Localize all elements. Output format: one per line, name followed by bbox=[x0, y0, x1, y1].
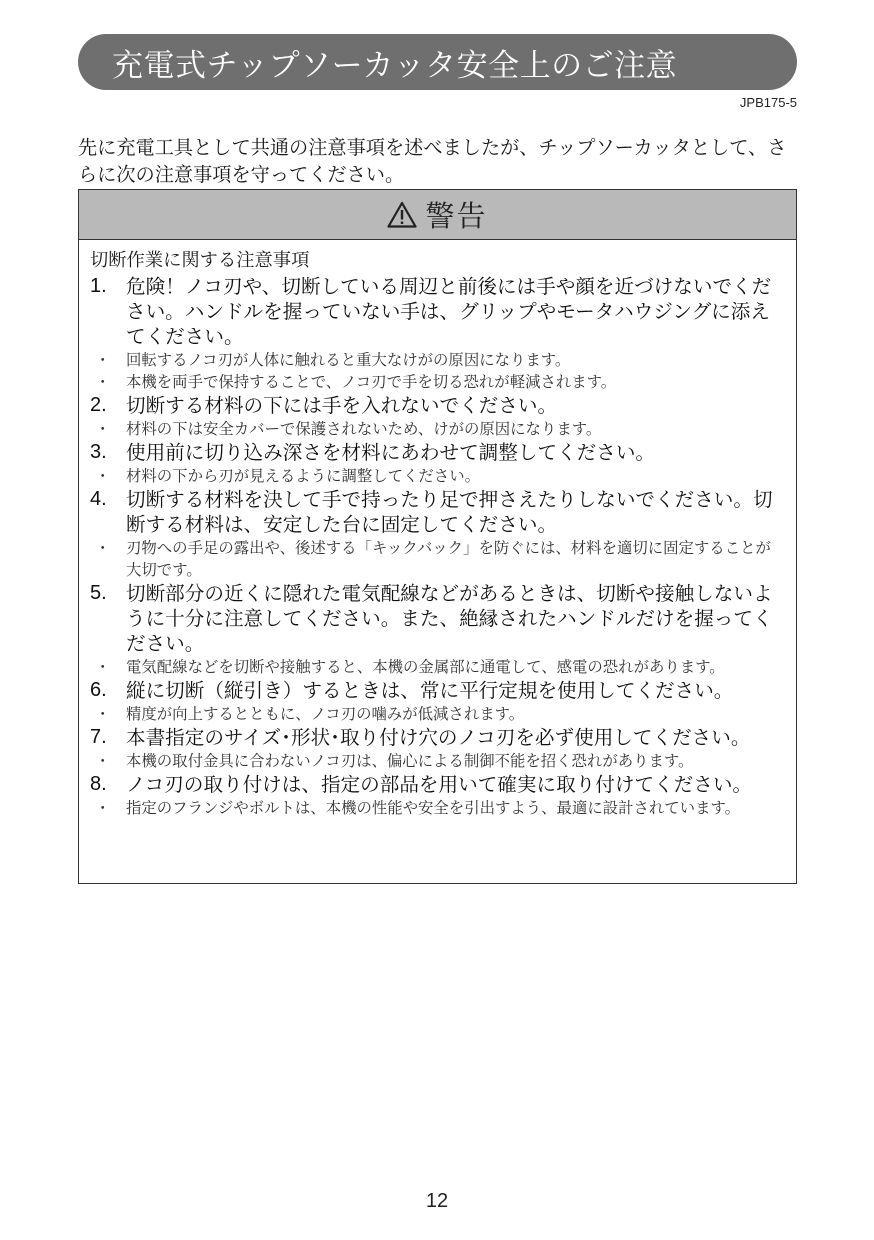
warning-note-text: 本機の取付金具に合わないノコ刃は、偏心による制御不能を招く恐れがあります。 bbox=[126, 752, 694, 770]
page-number: 12 bbox=[425, 1190, 449, 1212]
warning-item bbox=[90, 487, 784, 537]
warning-note-text: 材料の下は安全カバーで保護されないため、けがの原因になります。 bbox=[126, 420, 602, 438]
warning-item-text: 切断部分の近くに隠れた電気配線などがあるときは、切断や接触しないように十分に注意してください。また、絶縁されたハンドルだけを握ってください。 bbox=[126, 582, 773, 655]
warning-note bbox=[90, 418, 784, 440]
warning-item-text: 危険！ノコ刃や、切断している周辺と前後には手や顔を近づけないでください。ハンドルを握っていない手は、グリップやモータハウジングに添えてください。 bbox=[126, 275, 772, 348]
warning-note bbox=[90, 656, 784, 678]
warning-note bbox=[90, 349, 784, 371]
bullet-dot-icon: ・ bbox=[95, 539, 111, 557]
warning-note bbox=[90, 703, 784, 725]
warning-note bbox=[90, 750, 784, 772]
warning-note-text: 本機を両手で保持することで、ノコ刃で手を切る恐れが軽減されます。 bbox=[126, 373, 617, 391]
warning-item bbox=[90, 440, 784, 465]
warning-box bbox=[78, 189, 797, 884]
warning-item-number: 4. bbox=[90, 488, 107, 510]
bullet-dot-icon: ・ bbox=[95, 373, 111, 391]
warning-header bbox=[79, 190, 796, 240]
warning-note bbox=[90, 371, 784, 393]
warning-note-text: 指定のフランジやボルトは、本機の性能や安全を引出すよう、最適に設計されています。 bbox=[126, 799, 741, 817]
warning-note-text: 回転するノコ刃が人体に触れると重大なけがの原因になります。 bbox=[126, 351, 571, 369]
warning-item-number: 1. bbox=[90, 275, 107, 297]
warning-item-text: ノコ刃の取り付けは、指定の部品を用いて確実に取り付けてください。 bbox=[126, 773, 753, 796]
warning-note bbox=[90, 797, 784, 819]
warning-item bbox=[90, 772, 784, 797]
warning-item-text: 切断する材料を決して手で持ったり足で押さえたりしないでください。切断する材料は、安定した台に固定してください。 bbox=[126, 488, 773, 536]
bullet-dot-icon: ・ bbox=[95, 799, 111, 817]
warning-item-number: 7. bbox=[90, 726, 107, 748]
warning-item-number: 6. bbox=[90, 679, 107, 701]
warning-item-text: 縦に切断（縦引き）するときは、常に平行定規を使用してください。 bbox=[126, 679, 734, 702]
warning-item bbox=[90, 725, 784, 750]
page-title: 充電式チップソーカッタ安全上のご注意 bbox=[112, 47, 678, 84]
warning-item-text: 本書指定のサイズ･形状･取り付け穴のノコ刃を必ず使用してください。 bbox=[126, 726, 751, 749]
bullet-dot-icon: ・ bbox=[95, 351, 111, 369]
bullet-dot-icon: ・ bbox=[95, 705, 111, 723]
warning-item-number: 5. bbox=[90, 582, 107, 604]
warning-item-number: 8. bbox=[90, 773, 107, 795]
bullet-dot-icon: ・ bbox=[95, 752, 111, 770]
bullet-dot-icon: ・ bbox=[95, 658, 111, 676]
warning-note-text: 刃物への手足の露出や、後述する「キックバック」を防ぐには、材料を適切に固定することが大切です。 bbox=[126, 539, 771, 579]
warning-item-text: 切断する材料の下には手を入れないでください。 bbox=[126, 394, 558, 417]
bullet-dot-icon: ・ bbox=[95, 420, 111, 438]
warning-item-number: 3. bbox=[90, 441, 107, 463]
document-code: JPB175-5 bbox=[739, 95, 797, 110]
warning-note-text: 材料の下から刃が見えるように調整してください。 bbox=[126, 467, 480, 485]
section-title: 切断作業に関する注意事項 bbox=[90, 250, 310, 271]
warning-item bbox=[90, 581, 784, 656]
warning-item bbox=[90, 393, 784, 418]
intro-paragraph: 先に充電工具として共通の注意事項を述べましたが、チップソーカッタとして、さらに次の注意事項を守ってください。 bbox=[78, 136, 787, 186]
bullet-dot-icon: ・ bbox=[95, 467, 111, 485]
warning-note bbox=[90, 465, 784, 487]
warning-note-text: 電気配線などを切断や接触すると、本機の金属部に通電して、感電の恐れがあります。 bbox=[126, 658, 725, 676]
warning-title: 警告 bbox=[425, 199, 488, 233]
warning-note-text: 精度が向上するとともに、ノコ刃の噛みが低減されます。 bbox=[126, 705, 525, 723]
warning-item bbox=[90, 274, 784, 349]
warning-body bbox=[79, 240, 796, 819]
warning-note bbox=[90, 537, 784, 581]
page-title-bar bbox=[78, 34, 797, 90]
warning-item bbox=[90, 678, 784, 703]
warning-item-number: 2. bbox=[90, 394, 107, 416]
warning-item-text: 使用前に切り込み深さを材料にあわせて調整してください。 bbox=[126, 441, 656, 464]
warning-triangle-icon bbox=[387, 201, 417, 228]
